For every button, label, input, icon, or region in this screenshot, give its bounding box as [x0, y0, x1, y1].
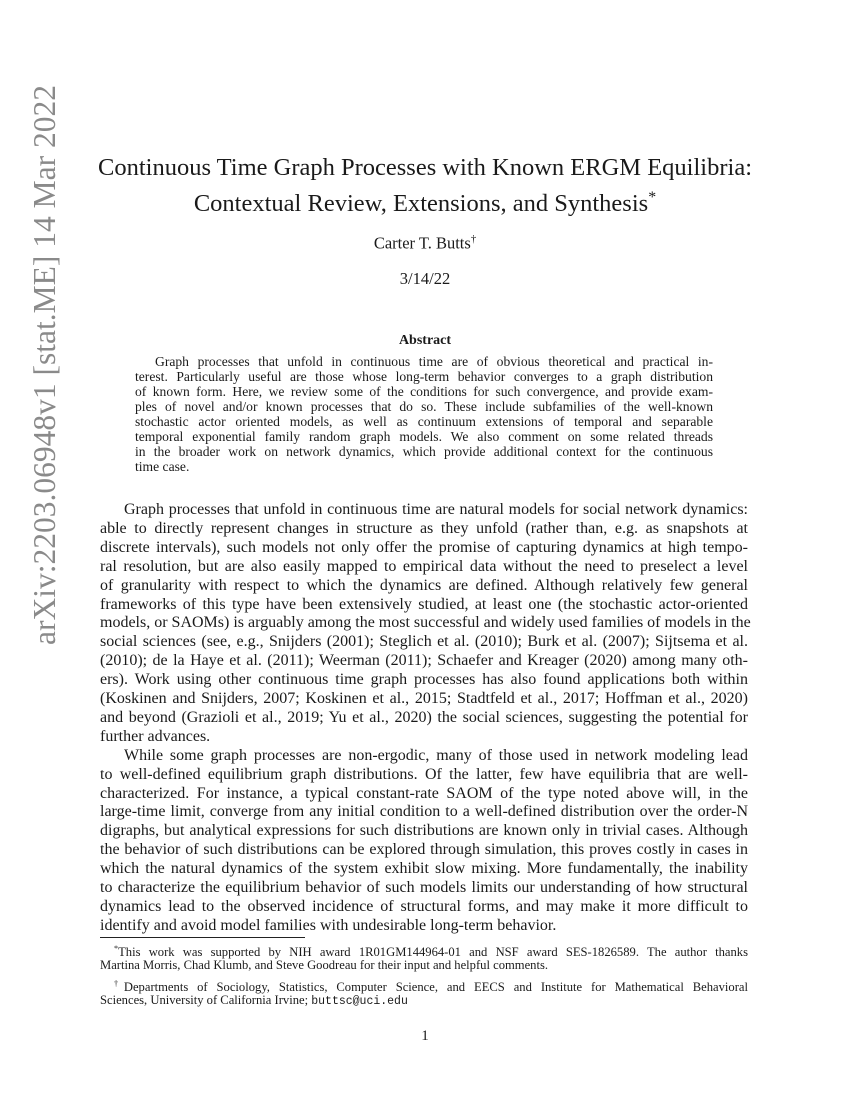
abstract-line: temporal exponential family random graph models. We also comment on some related threads [135, 429, 713, 444]
footnote-line [100, 992, 748, 1009]
title-footnote-mark: * [648, 189, 657, 206]
footnote-text: Sciences, University of California Irvine; [100, 992, 312, 1007]
paragraph-line: frameworks of this type have been extensively studied, at least one (the stochastic actor-oriented [100, 595, 748, 613]
paragraph-line: able to directly represent changes in structure as they unfold (rather than, e.g. as snapshots at [100, 519, 748, 537]
paragraph-line: dynamics lead to the observed incidence of structural forms, and may make it more difficult to [100, 897, 748, 915]
date: 3/14/22 [399, 269, 451, 288]
footnote-text: Martina Morris, Chad Klumb, and Steve Goodreau for their input and helpful comments. [100, 958, 549, 973]
paper-title [0, 153, 850, 219]
footnote-text: This work was supported by NIH award 1R01GM144964-01 and NSF award SES-1826589. The author thanks [118, 945, 748, 960]
abstract-line: of known form. Here, we review some of the conditions for such convergence, and provide exam- [135, 384, 713, 399]
paragraph-line: While some graph processes are non-ergodic, many of those used in network modeling lead [124, 746, 748, 764]
abstract-line: terest. Particularly useful are those whose long-term behavior converges to a graph distribution [135, 369, 713, 384]
paragraph-line: characterized. For instance, a typical constant-rate SAOM of the type noted above will, in the [100, 784, 748, 802]
paragraph-line: (Koskinen and Snijders, 2007; Koskinen et al., 2015; Stadtfeld et al., 2017; Hoffman et al., 2020) [100, 690, 748, 707]
paragraph-line: to well-defined equilibrium graph distributions. Of the latter, few have equilibria that are well- [100, 765, 748, 783]
footnote-mark: † [114, 978, 124, 988]
abstract-line: time case. [135, 459, 190, 474]
paragraph-line: which the natural dynamics of the system exhibit slow mixing. More fundamentally, the inability [100, 860, 748, 878]
paragraph-line: discrete intervals), such models not only offer the promise of capturing dynamics at high tempo- [100, 538, 748, 556]
footnote-line [100, 957, 748, 974]
footnote-rule [100, 937, 305, 938]
footnote-line [114, 975, 748, 992]
paragraph-line: the behavior of such distributions can be explored through simulation, this proves costly in cases in [100, 841, 748, 859]
paragraph-line: models, or SAOMs) is arguably among the most successful and widely used families of models in the [100, 614, 751, 632]
page-number: 1 [421, 1028, 429, 1044]
footnote-line [114, 940, 748, 960]
paragraph-line: of granularity with respect to which the dynamics are defined. Although relatively few general [100, 576, 748, 594]
paragraph-line: identify and avoid model families with undesirable long-term behavior. [100, 916, 557, 934]
abstract-line: ples of novel and/or known processes that do so. These include subfamilies of the well-known [135, 399, 713, 414]
paragraph-line: large-time limit, converge from any initial condition to a well-defined distribution over the order-N [100, 803, 748, 821]
abstract-line: in the broader work on network dynamics, which provide additional context for the continuous [135, 444, 713, 459]
paragraph-line: further advances. [100, 727, 211, 745]
author-email[interactable]: buttsc@uci.edu [311, 994, 408, 1008]
paragraph-line: and beyond (Grazioli et al., 2019; Yu et al., 2020) the social sciences, suggesting the potential for [100, 708, 748, 726]
paragraph-line: ers). Work using other continuous time graph processes has also found applications both within [100, 671, 748, 689]
arxiv-identifier-stamp: arXiv:2203.06948v1 [stat.ME] 14 Mar 2022 [27, 85, 62, 645]
paragraph-line: (2010); de la Haye et al. (2011); Weerman (2011); Schaefer and Kreager (2020) among many oth- [100, 652, 748, 670]
author-name: Carter T. Butts [373, 233, 471, 253]
author-footnote-mark: † [470, 233, 477, 245]
title-line-2-text: Contextual Review, Extensions, and Synthesis [193, 190, 649, 218]
abstract-line: stochastic actor oriented models, as well as continuum extensions of temporal and separable [135, 414, 713, 429]
paragraph-line: Graph processes that unfold in continuous time are natural models for social network dynamics: [124, 501, 748, 518]
paragraph-line: to characterize the equilibrium behavior of such models limits our understanding of how structural [100, 879, 748, 896]
paragraph-line: ral resolution, but are also easily mapped to empirical data without the need to preselect a level [100, 557, 748, 575]
paragraph-line: digraphs, but analytical expressions for such distributions are known only in trivial cases. Although [100, 822, 748, 840]
footnote-mark: * [114, 944, 119, 953]
author [0, 233, 850, 254]
abstract-line: Graph processes that unfold in continuous time are of obvious theoretical and practical in- [155, 354, 713, 369]
footnote-text: Departments of Sociology, Statistics, Computer Science, and EECS and Institute for Mathematical Behavioral [123, 979, 749, 994]
title-line-2 [0, 183, 850, 219]
title-line-1: Continuous Time Graph Processes with Known ERGM Equilibria: [97, 154, 752, 181]
paragraph-line: social sciences (see, e.g., Snijders (2001); Steglich et al. (2010); Burk et al. (2007); Sijtsema et al. [100, 633, 748, 651]
abstract-heading: Abstract [398, 333, 452, 348]
